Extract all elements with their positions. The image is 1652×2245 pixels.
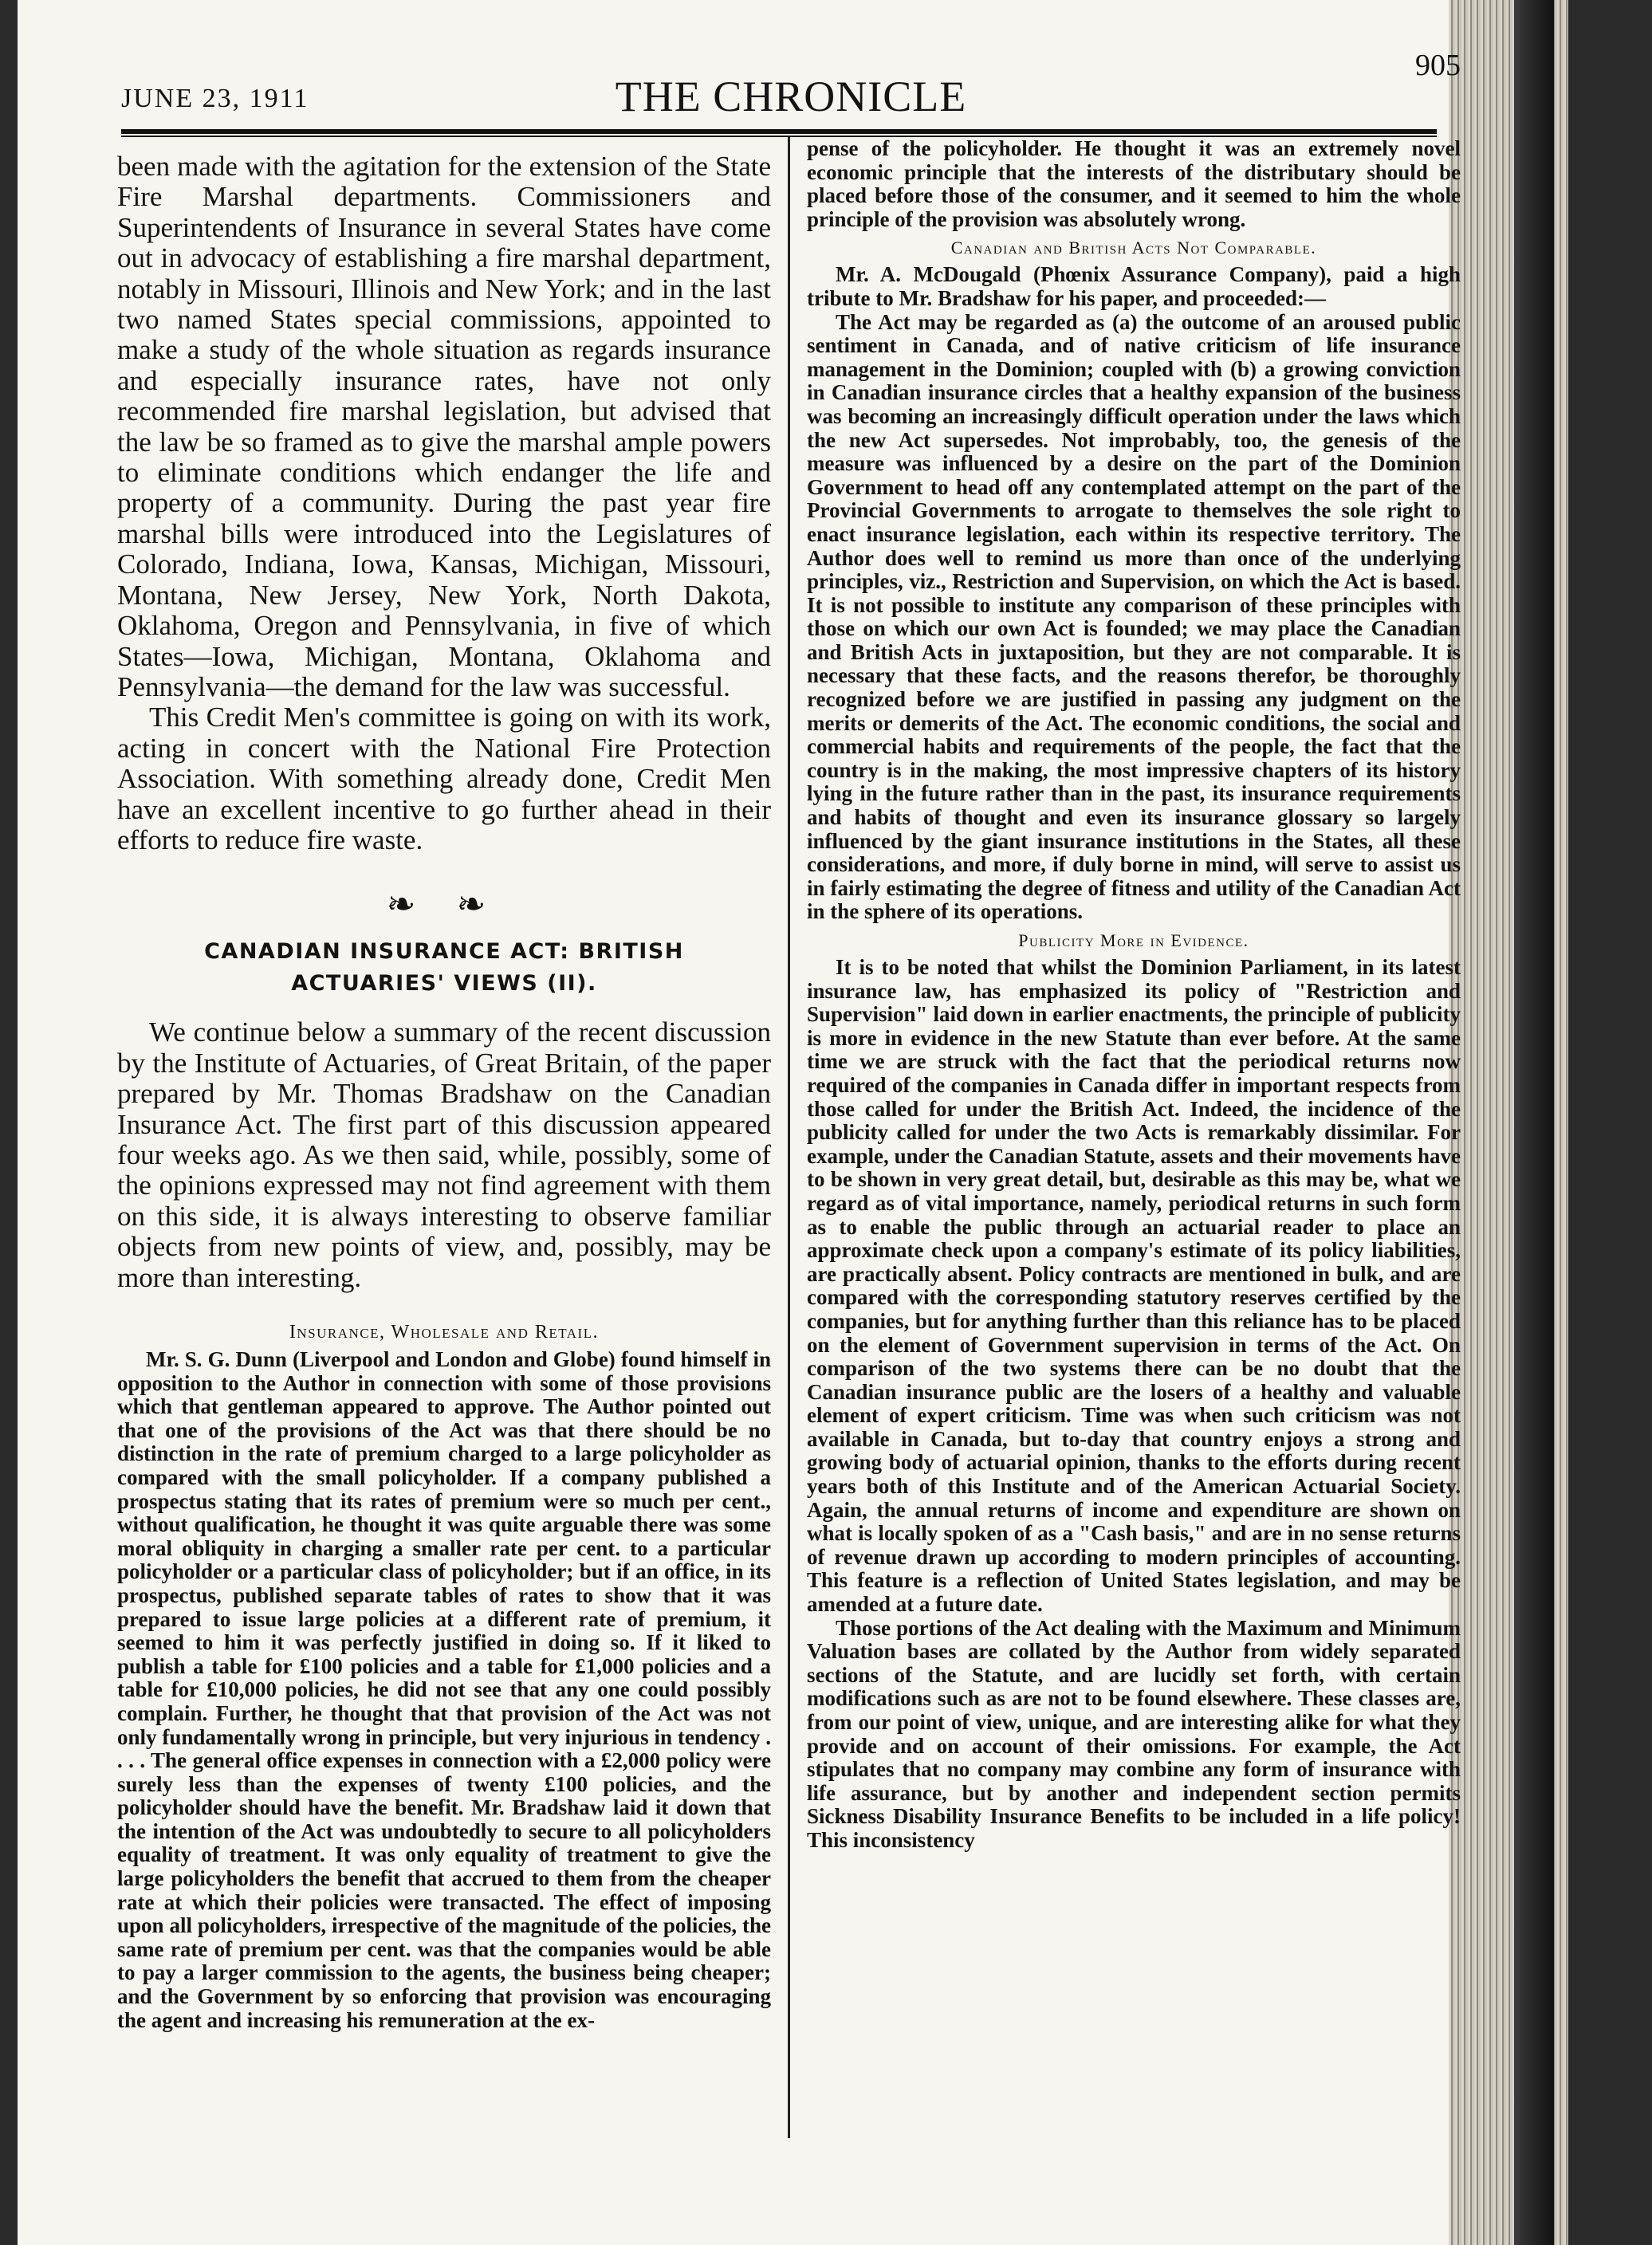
article-title-line-1: CANADIAN INSURANCE ACT: BRITISH	[204, 939, 684, 965]
subhead-acts-not-comparable: Canadian and British Acts Not Comparable.	[950, 238, 1317, 258]
article-intro: We continue below a summary of the recent discussion by the Institute of Actuaries, of Great Britain, of the paper prepared by Mr. Thomas Bradshaw on the Canadian Insurance Act. The first part of this discussion appeared four weeks ago. As we then said, while, possibly, some of the opinions expressed may not find agreement with them on this side, it is always interesting to observe familiar objects from new points of view, and, possibly, may be more than interesting.	[117, 1016, 771, 1293]
ornament-dingbats: ❧ ❧	[386, 885, 502, 925]
right-column	[807, 137, 1461, 1853]
right-continued-paragraph: pense of the policyholder. He thought it was an extremely novel economic principle that the interests of the distributary should be placed before those of the consumer, and it seemed to him the whole principle of the provision was absolutely wrong.	[807, 136, 1461, 231]
subhead-insurance-wholesale: Insurance, Wholesale and Retail.	[289, 1322, 600, 1343]
binding-shadow	[1514, 0, 1554, 2245]
column-divider	[788, 137, 790, 2138]
subhead-publicity: Publicity More in Evidence.	[1018, 930, 1249, 950]
mcdougald-intro: Mr. A. McDougald (Phœnix Assurance Company), paid a high tribute to Mr. Bradshaw for his paper, and proceeded:—	[807, 262, 1461, 310]
header-title: THE CHRONICLE	[615, 73, 967, 120]
valuation-paragraph: Those portions of the Act dealing with the Maximum and Minimum Valuation bases are collated by the Author from widely separated sections of the Statute, and are lucidly set forth, with certain modifications such as are not to be found elsewhere. These classes are, from our point of view, unique, and are interesting alike for what they provide and on account of their omissions. For example, the Act stipulates that no company may combine any form of insurance with life assurance, but by another and independent section permits Sickness Disability Insurance Benefits to be included in a life policy! This inconsistency	[807, 1615, 1461, 1852]
publicity-paragraph: It is to be noted that whilst the Dominion Parliament, in its latest insurance law, has emphasized its policy of "Restriction and Supervision" laid down in earlier enactments, the principle of publicity is more in evidence in the new Statute than ever before. At the same time we are struck with the fact that the periodical returns now required of the companies in Canada differ in important respects from those called for under the British Act. Indeed, the incidence of the publicity called for under the two Acts is remarkably dissimilar. For example, under the Canadian Statute, assets and their movements have to be shown in very great detail, but, desirable as this may be, what we regard as of vital importance, namely, periodical returns in such form as to enable the public through an actuarial reader to place an approximate check upon a company's estimate of its policy liabilities, are practically absent. Policy contracts are mentioned in bulk, and are compared with the corresponding statutory reserves certified by the companies, but for anything further than this reliance has to be placed on the element of Government supervision in terms of the Act. On comparison of the two systems there can be no doubt that the Canadian insurance public are the losers of a healthy and valuable element of expert criticism. Time was when such criticism was not available in Canada, but to-day that country enjoys a strong and growing body of actuarial opinion, thanks to the efforts during recent years both of this Institute and of the American Actuarial Society. Again, the annual returns of income and expenditure are shown on what is locally spoken of as a "Cash basis," and are in no sense returns of revenue drawn up according to modern principles of accounting. This feature is a reflection of United States legislation, and may be amended at a future date.	[807, 955, 1461, 1617]
left-column-body	[117, 1315, 771, 2032]
page-number: 905	[1415, 49, 1461, 82]
book-page-edge	[1449, 0, 1568, 2245]
article-title-line-2: ACTUARIES' VIEWS (II).	[291, 971, 597, 997]
article-title	[117, 936, 771, 1000]
newspaper-page	[18, 0, 1568, 2245]
header-date: JUNE 23, 1911	[121, 84, 309, 113]
dunn-paragraph: Mr. S. G. Dunn (Liverpool and London and Globe) found himself in opposition to the Author in connection with some of those provisions which that gentleman appeared to approve. The Author pointed out that one of the provisions of the Act was that there should be no distinction in the rate of premium charged to a large policyholder as compared with the small policyholder. If a company published a prospectus stating that its rates of premium were so much per cent., without qualification, he thought it was quite arguable there was some moral obliquity in charging a smaller rate per cent. to a particular policyholder or a particular class of policyholder; but if an office, in its prospectus, published separate tables of rates to show that it was prepared to issue large policies at a different rate of premium, it seemed to him it was perfectly justified in doing so. If it liked to publish a table for £100 policies and a table for £1,000 policies and a table for £10,000 policies, he did not see that any one could possibly complain. Further, he thought that that provision of the Act was not only fundamentally wrong in principle, but very injurious in tendency . . . . The general office expenses in connection with a £2,000 policy were surely less than the expenses of twenty £100 policies, and the policyholder should have the benefit. Mr. Bradshaw laid it down that the intention of the Act was undoubtedly to secure to all policyholders equality of treatment. It was only equality of treatment to give the large policyholders the benefit that accrued to them from the cheaper rate at which their policies were transacted. The effect of imposing upon all policyholders, irrespective of the magnitude of the policies, the same rate of premium per cent. was that the companies would be able to pay a larger commission to the agents, the business being cheaper; and the Government by so enforcing that provision was encouraging the agent and increasing his remuneration at the ex-	[117, 1347, 771, 2032]
closing-paragraph: This Credit Men's committee is going on with its work, acting in concert with the National Fire Protection Association. With something already done, Credit Men have an excellent incentive to go further ahead in their efforts to reduce fire waste.	[117, 702, 771, 855]
left-column-top	[117, 151, 771, 1293]
continued-paragraph: been made with the agitation for the extension of the State Fire Marshal departments. Commissioners and Superintendents of Insurance in several States have come out in advocacy of establishing a fire marshal department, notably in Missouri, Illinois and New York; and in the last two named States special commissions, appointed to make a study of the whole situation as regards insurance and especially insurance rates, have not only recommended fire marshal legislation, but advised that the law be so framed as to give the marshal ample powers to eliminate conditions which endanger the life and property of a community. During the past year fire marshal bills were introduced into the Legislatures of Colorado, Indiana, Iowa, Kansas, Michigan, Missouri, Montana, New Jersey, New York, North Dakota, Oklahoma, Oregon and Pennsylvania, in five of which States—Iowa, Michigan, Montana, Oklahoma and Pennsylvania—the demand for the law was successful.	[117, 151, 771, 702]
page-header	[121, 48, 1461, 120]
mcdougald-paragraph: The Act may be regarded as (a) the outcome of an aroused public sentiment in Canada, and of native criticism of life insurance management in the Dominion; coupled with (b) a growing conviction in Canadian insurance circles that a healthy expansion of the business was becoming an increasingly difficult operation under the laws which the new Act supersedes. Not improbably, too, the genesis of the measure was influenced by a desire on the part of the Dominion Government to head off any contemplated attempt on the part of the Provincial Governments to arrogate to themselves the sole right to enact insurance legislation, each within its respective territory. The Author does well to remind us more than once of the underlying principles, viz., Restriction and Supervision, on which the Act is based. It is not possible to institute any comparison of these principles with those on which our own Act is founded; we may place the Canadian and British Acts in juxtaposition, but they are not comparable. It is necessary that these facts, and the reasons therefor, be thoroughly recognized before we are justified in passing any judgment on the merits or demerits of the Act. The economic conditions, the social and commercial habits and requirements of the people, the fact that the country is in the making, the most impressive chapters of its history lying in the future rather than in the past, its insurance requirements and habits of thought and even its insurance glossary so largely influenced by the giant insurance institutions in the States, all these considerations, and more, if duly borne in mind, will serve to assist us in fairly estimating the degree of fitness and utility of the Canadian Act in the sphere of its operations.	[807, 309, 1461, 924]
